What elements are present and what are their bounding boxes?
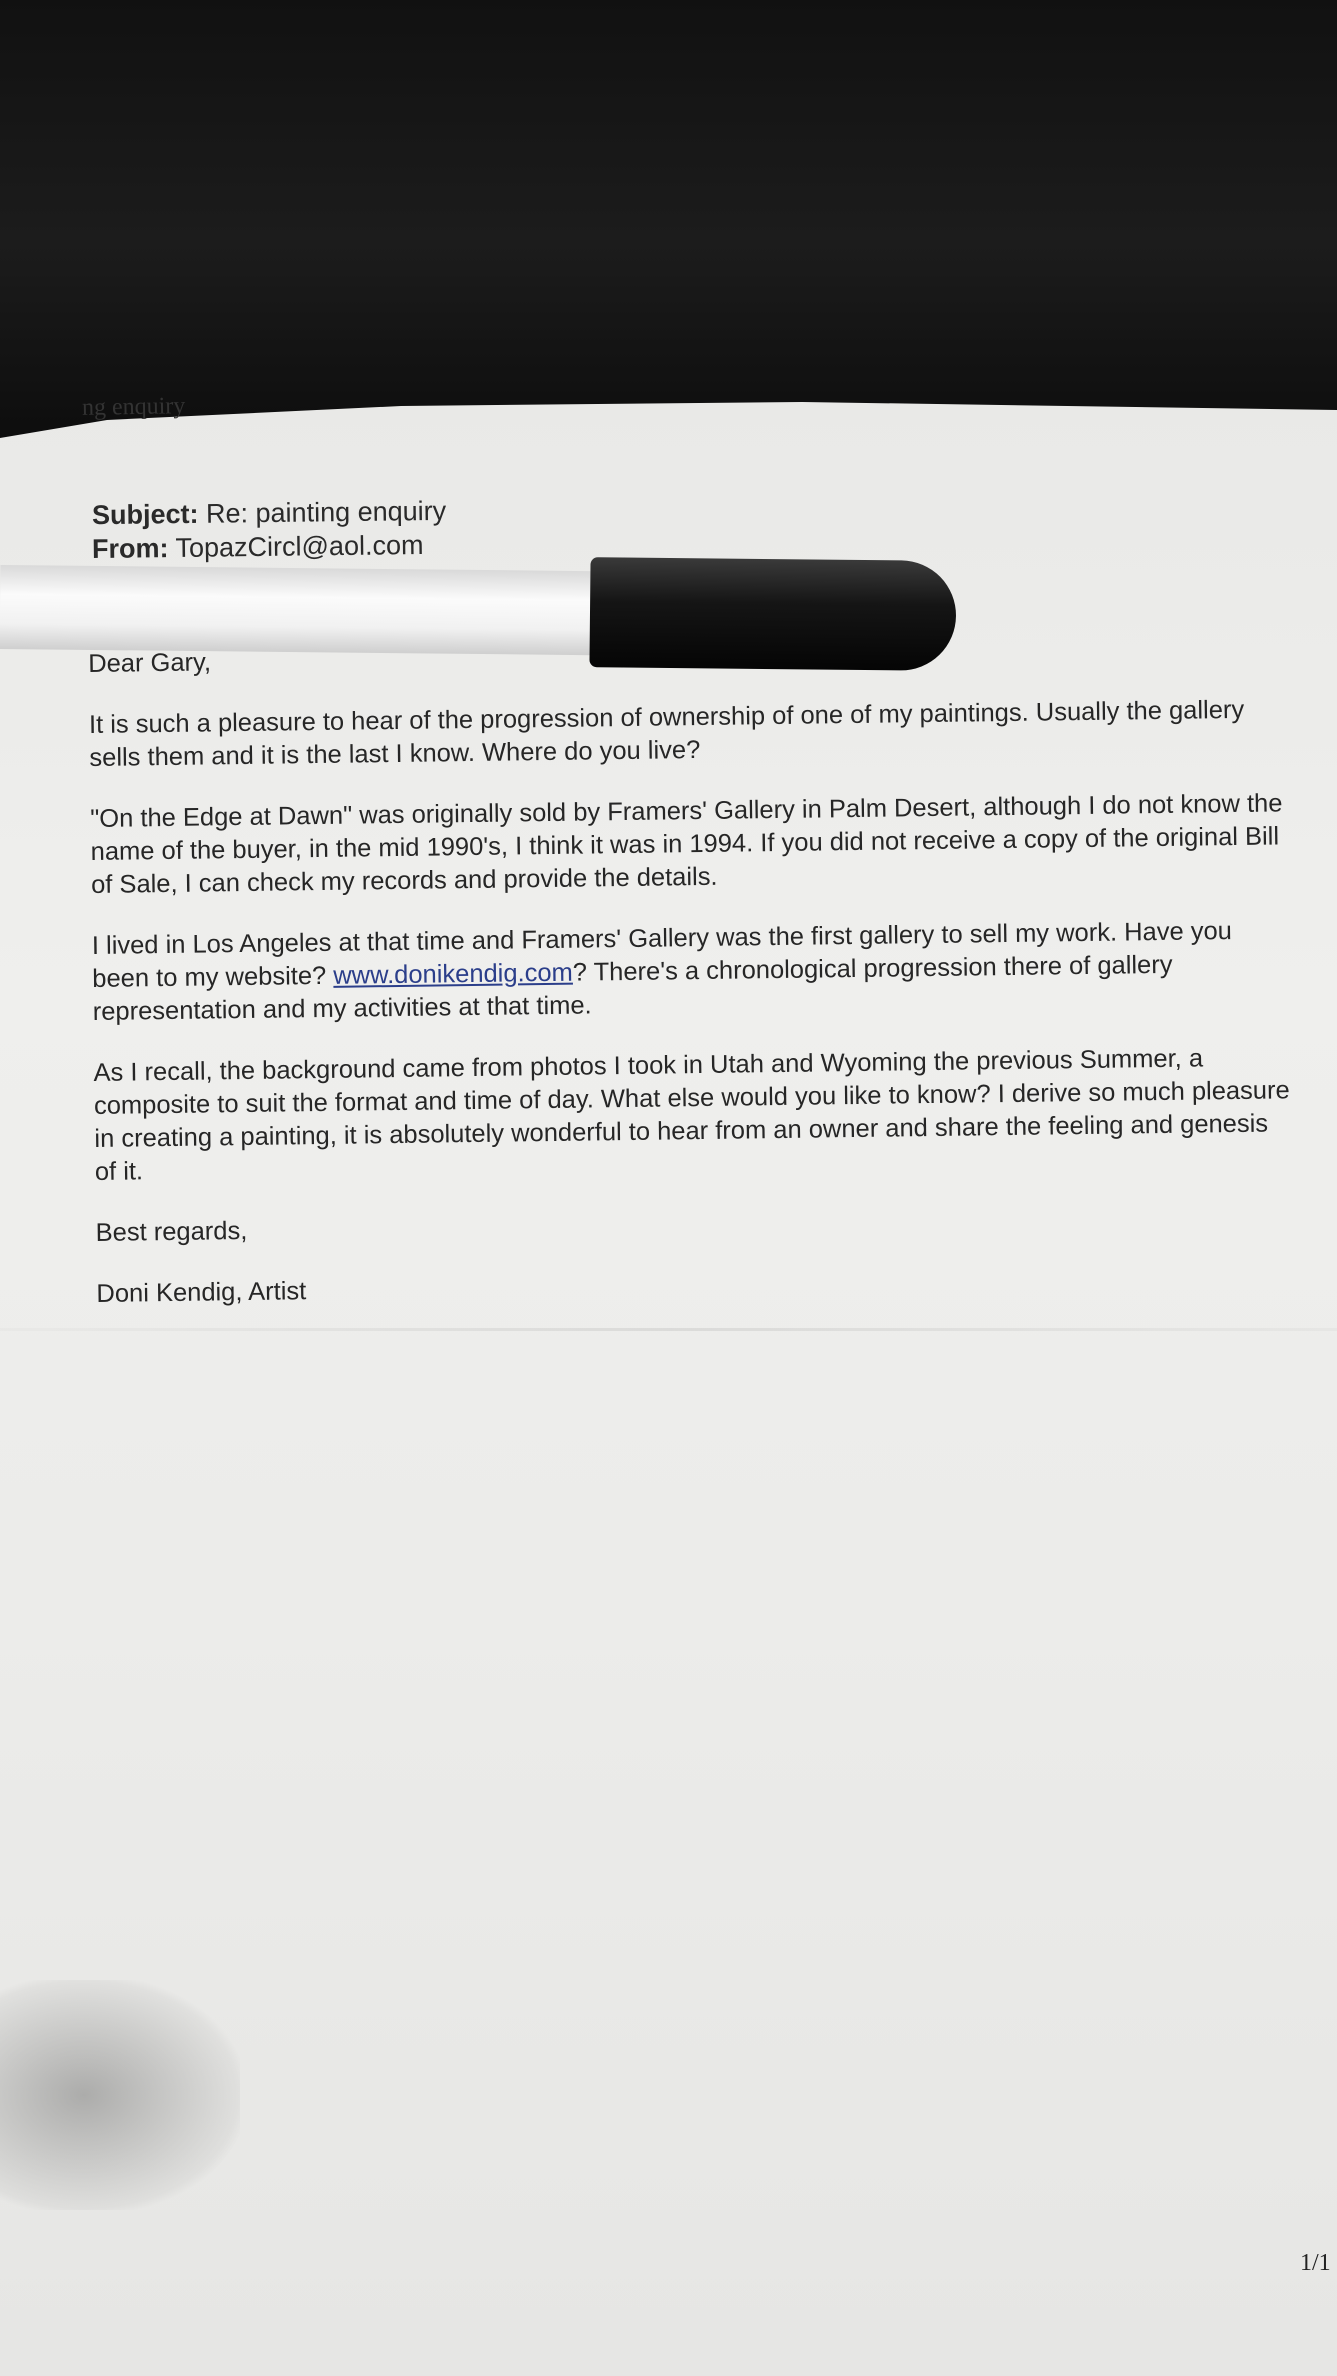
signature: Doni Kendig, Artist (96, 1277, 307, 1308)
closing: Best regards, (95, 1216, 248, 1247)
from-label: From: (91, 533, 169, 565)
paper-stain (0, 1980, 240, 2210)
subject-value: Re: painting enquiry (205, 495, 447, 529)
paragraph-3 (92, 914, 1293, 1029)
paragraph-1: It is such a pleasure to hear of the progression of ownership of one of my paintings. Usually the gallery sells them and it is the last I know. Where do you live? (88, 695, 1245, 772)
letter-body (88, 632, 1297, 1339)
paragraph-2: "On the Edge at Dawn" was originally sold by Framers' Gallery in Palm Desert, although I do not know the name of the buyer, in the mid 1990's, I think it was in 1994. If you did not receive a copy of the original Bill of Sale, I can check my records and provide the details. (90, 789, 1283, 899)
paragraph-4: As I recall, the background came from photos I took in Utah and Wyoming the previous Summer, a composite to suit the format and time of day. What else would you like to know? I derive so much pleasure in creating a painting, it is absolutely wonderful to hear from an owner and share the feeling and genesis of it. (93, 1044, 1290, 1186)
salutation: Dear Gary, (88, 648, 212, 678)
header-fragment: ng enquiry (81, 393, 186, 421)
page-number: 1/1 (1300, 2250, 1331, 2276)
paragraph-3-text-b: ? There's a chronological progression there of gallery representation and my activities at that time. (92, 950, 1173, 1026)
dark-background (0, 0, 1337, 440)
paragraph-3-text-a: I lived in Los Angeles at that time and Framers' Gallery was the first gallery to sell my work. Have you been to my website? (91, 917, 1233, 993)
website-link[interactable]: www.donikendig.com (333, 958, 573, 990)
subject-label: Subject: (91, 498, 199, 531)
from-value: TopazCircl@aol.com (175, 529, 424, 564)
subject-line (92, 496, 447, 531)
